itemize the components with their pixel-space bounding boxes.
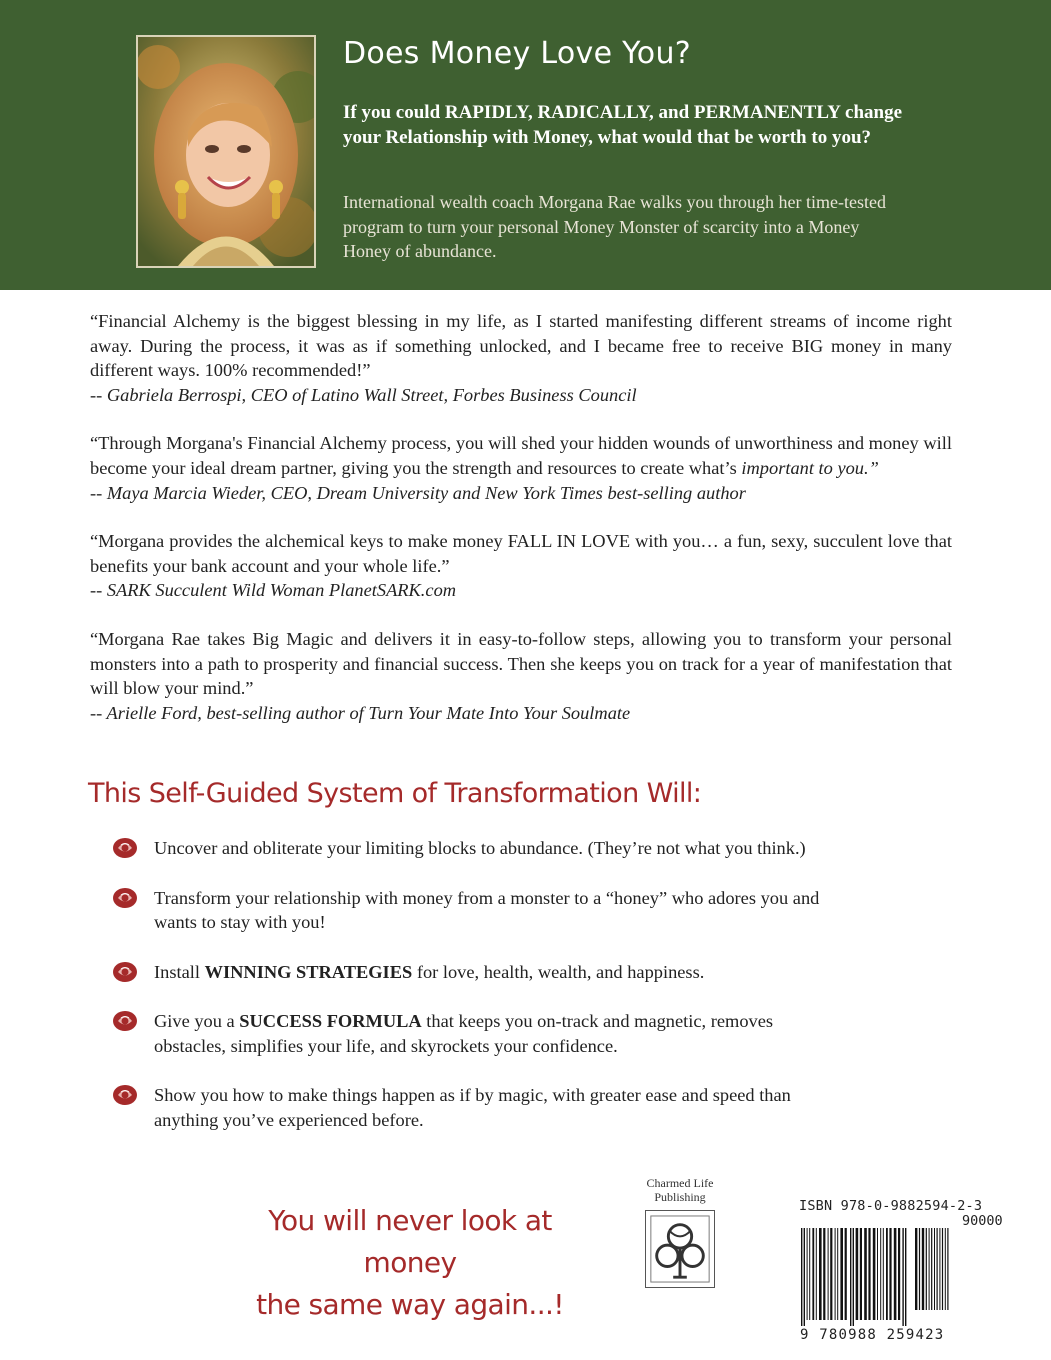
rose-icon xyxy=(112,837,138,859)
testimonial-quote-italic: important to you.” xyxy=(741,457,879,478)
rose-icon xyxy=(112,961,138,983)
author-portrait-illustration xyxy=(138,37,314,266)
barcode-icon xyxy=(799,1228,1007,1326)
list-item xyxy=(112,886,832,935)
testimonial-attribution: -- Maya Marcia Wieder, CEO, Dream University and New York Times best-selling author xyxy=(90,482,746,503)
testimonial-ford xyxy=(90,627,952,725)
publisher-name-line-1: Charmed Life xyxy=(646,1176,714,1190)
testimonial-sark xyxy=(90,529,952,603)
list-item-bold: SUCCESS FORMULA xyxy=(239,1011,422,1031)
isbn-label: ISBN 978-0-9882594-2-3 xyxy=(799,1198,983,1214)
header-question: If you could RAPIDLY, RADICALLY, and PERMANENTLY change your Relationship with Money, what would that be worth to you? xyxy=(343,102,903,148)
testimonial-quote: “Morgana provides the alchemical keys to make money FALL IN LOVE with you… a fun, sexy, succulent love that benefits your bank account and your whole life.” xyxy=(90,531,952,576)
rose-icon xyxy=(112,1084,138,1106)
list-item-text: Give you a xyxy=(154,1011,240,1031)
testimonial-quote-main: “Through Morgana's Financial Alchemy process, you will shed your hidden wounds of unworthiness and money will become your ideal dream partner, giving you the strength and resources to create what’s xyxy=(90,433,952,478)
tagline-line-1: You will never look at money xyxy=(268,1204,552,1279)
list-item-bold: WINNING STRATEGIES xyxy=(204,961,413,982)
list-item-text: Install xyxy=(154,961,205,982)
list-item xyxy=(112,960,832,985)
tagline-line-2: the same way again...! xyxy=(256,1288,564,1321)
testimonial-quote xyxy=(90,431,952,480)
list-item-text: Uncover and obliterate your limiting blocks to abundance. (They’re not what you think.) xyxy=(154,838,806,858)
author-photo xyxy=(136,35,316,268)
system-title: This Self-Guided System of Transformation Will: xyxy=(88,778,702,809)
list-item-text-end: that keeps you on-track and magnetic, removes obstacles, simplifies your life, and skyrockets your confidence. xyxy=(154,1011,774,1056)
header-description: International wealth coach Morgana Rae walks you through her time-tested program to turn your personal Money Monster of scarcity into a Money Honey of abundance. xyxy=(343,192,886,261)
list-item xyxy=(112,1083,832,1132)
testimonial-attribution: -- Arielle Ford, best-selling author of Turn Your Mate Into Your Soulmate xyxy=(90,702,631,723)
header-banner xyxy=(0,0,1051,290)
publisher-block xyxy=(640,1176,720,1288)
testimonials-section xyxy=(90,309,952,749)
ean-number: 9 780988 259423 xyxy=(800,1327,945,1343)
list-item-text-end: for love, health, wealth, and happiness. xyxy=(412,961,705,982)
price-addon-code: 90000 xyxy=(962,1213,1003,1229)
testimonial-quote: “Morgana Rae takes Big Magic and delivers it in easy-to-follow steps, allowing you to transform your personal monsters into a path to prosperity and financial success. Then she keeps you on track for a year of manifestation that will blow your mind.” xyxy=(90,628,952,699)
testimonial-quote: “Financial Alchemy is the biggest blessing in my life, as I started manifesting different streams of income right away. During the process, it was as if something unlocked, and I became free to receive BIG money in many different ways. 100% recommended!” xyxy=(90,311,952,381)
testimonial-attribution: -- SARK Succulent Wild Woman PlanetSARK.com xyxy=(90,580,457,601)
list-item-text: Transform your relationship with money from a monster to a “honey” who adores you and wants to stay with you! xyxy=(154,887,820,932)
testimonial-wieder xyxy=(90,431,952,505)
testimonial-berrospi xyxy=(90,309,952,407)
rose-icon xyxy=(112,1010,138,1032)
list-item xyxy=(112,1009,832,1058)
testimonial-attribution: -- Gabriela Berrospi, CEO of Latino Wall Street, Forbes Business Council xyxy=(90,384,637,405)
rose-icon xyxy=(112,887,138,909)
publisher-name-line-2: Publishing xyxy=(654,1190,706,1204)
celtic-knot-logo-icon xyxy=(645,1210,715,1288)
header-title: Does Money Love You? xyxy=(343,36,691,71)
list-item-text: Show you how to make things happen as if by magic, with greater ease and speed than anything you’ve experienced before. xyxy=(154,1085,791,1130)
list-item xyxy=(112,836,832,861)
benefits-list xyxy=(112,836,832,1157)
tagline xyxy=(225,1200,595,1326)
